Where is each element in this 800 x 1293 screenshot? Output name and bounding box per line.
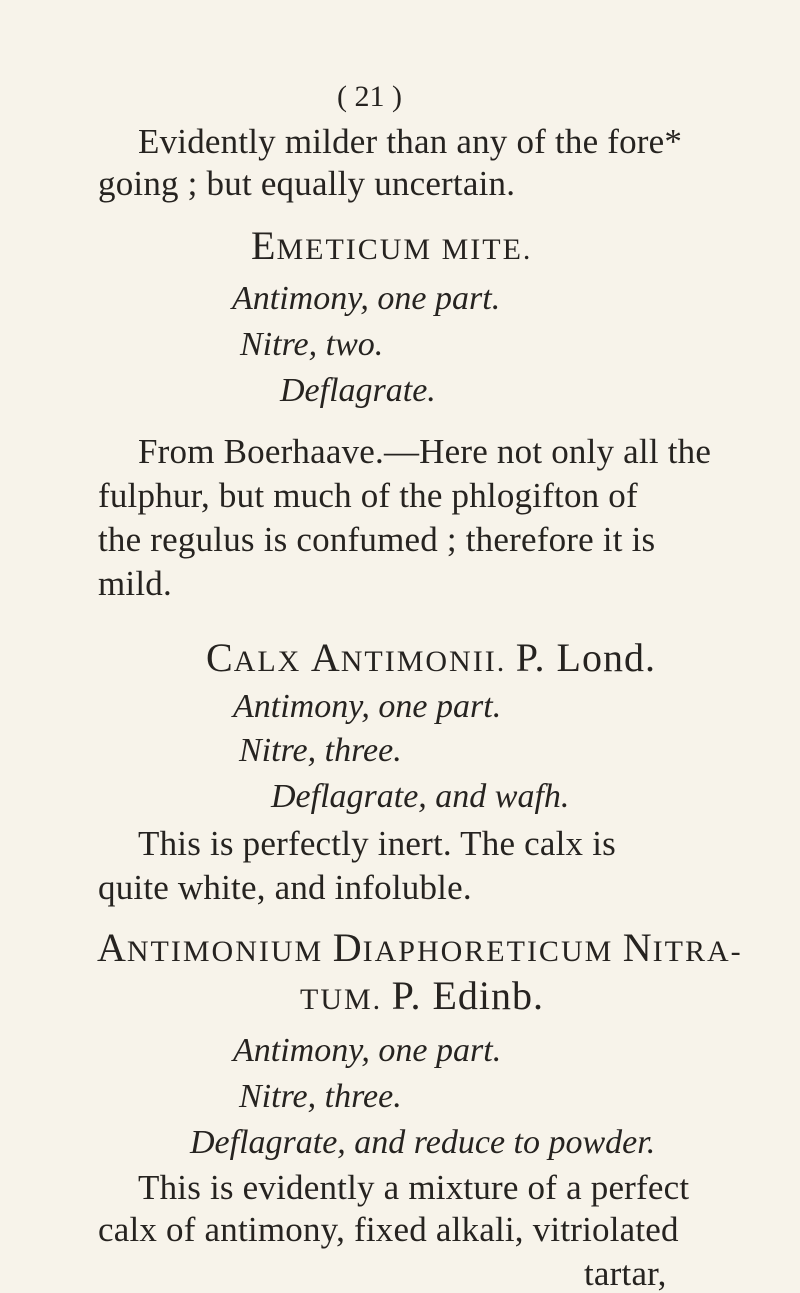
recipe-1-line-3: Deflagrate.: [280, 372, 436, 409]
recipe-1-line-2: Nitre, two.: [240, 326, 384, 363]
paragraph-4-line-1: This is evidently a mixture of a perfect: [138, 1168, 690, 1207]
recipe-2-line-2: Nitre, three.: [239, 732, 402, 769]
recipe-3-line-1: Antimony, one part.: [233, 1032, 502, 1069]
heading-emeticum-mite: EMETICUM MITE.: [251, 223, 533, 268]
page-number: ( 21 ): [337, 80, 402, 113]
paragraph-2-line-4: mild.: [98, 564, 172, 603]
paragraph-1-line-2: going ; but equally uncertain.: [98, 164, 516, 203]
paragraph-3-line-1: This is perfectly inert. The calx is: [138, 824, 616, 863]
paragraph-2-line-2: fulphur, but much of the phlogifton of: [98, 476, 638, 515]
paragraph-2-line-3: the regulus is confumed ; therefore it is: [98, 520, 656, 559]
heading-calx-antimonii: CALX ANTIMONII. P. Lond.: [206, 635, 656, 680]
paragraph-3-line-2: quite white, and infoluble.: [98, 868, 472, 907]
recipe-3-line-2: Nitre, three.: [239, 1078, 402, 1115]
catchword: tartar,: [584, 1254, 667, 1293]
paragraph-4-line-2: calx of antimony, fixed alkali, vitriolated: [98, 1210, 679, 1249]
recipe-3-line-3: Deflagrate, and reduce to powder.: [190, 1124, 656, 1161]
paragraph-1-line-1: Evidently milder than any of the fore*: [138, 122, 683, 161]
recipe-1-line-1: Antimony, one part.: [232, 280, 501, 317]
heading-antimonium-diaphoreticum-line-1: ANTIMONIUM DIAPHORETICUM NITRA-: [97, 925, 743, 970]
recipe-2-line-3: Deflagrate, and wafh.: [271, 778, 570, 815]
heading-antimonium-diaphoreticum-line-2: TUM. P. Edinb.: [300, 973, 545, 1018]
paragraph-2-line-1: From Boerhaave.—Here not only all the: [138, 432, 712, 471]
recipe-2-line-1: Antimony, one part.: [233, 688, 502, 725]
